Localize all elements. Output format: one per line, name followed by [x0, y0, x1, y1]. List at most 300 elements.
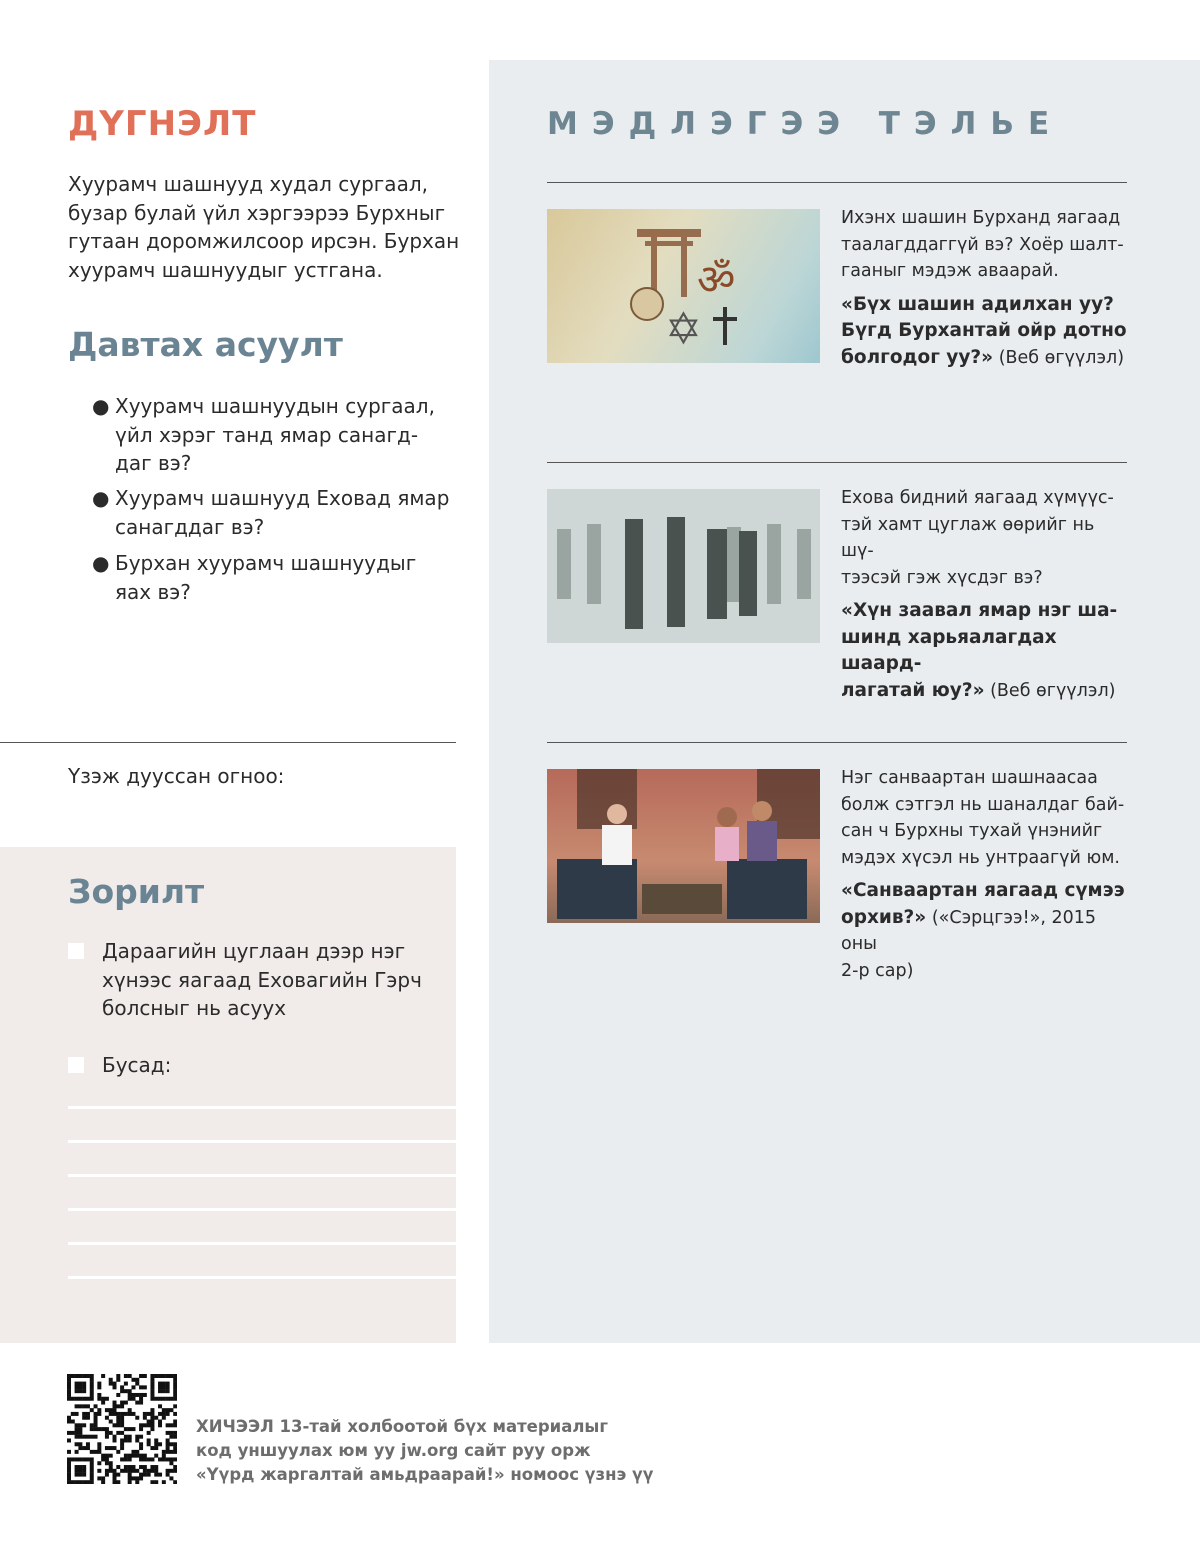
- qr-module: [116, 1480, 120, 1484]
- qr-module: [135, 1454, 139, 1458]
- qr-module: [116, 1431, 120, 1435]
- qr-module: [154, 1465, 158, 1469]
- intro-line: тэй хамт цуглаж өөрийг нь шү-: [841, 514, 1095, 561]
- qr-module: [150, 1412, 154, 1416]
- qr-module: [97, 1469, 101, 1473]
- qr-module: [109, 1382, 113, 1386]
- article-source: (Веб өгүүлэл): [984, 680, 1116, 701]
- qr-module: [90, 1465, 94, 1469]
- goal-line: хүнээс яагаад Еховагийн Гэрч: [102, 967, 422, 992]
- qr-module: [150, 1397, 154, 1401]
- intro-line: Ехова бидний яагаад хүмүүс-: [841, 488, 1114, 508]
- qr-module: [67, 1389, 71, 1393]
- article-title[interactable]: орхив?»: [841, 906, 927, 928]
- qr-module: [82, 1374, 86, 1378]
- qr-module: [173, 1420, 177, 1424]
- qr-code-icon[interactable]: [67, 1374, 177, 1484]
- qr-module: [116, 1465, 120, 1469]
- qr-module: [105, 1397, 109, 1401]
- write-line[interactable]: [68, 1174, 456, 1177]
- qr-module: [101, 1397, 105, 1401]
- goal-option: [102, 937, 422, 1023]
- qr-module: [139, 1457, 143, 1461]
- qr-module: [158, 1385, 162, 1389]
- qr-module: [97, 1393, 101, 1397]
- qr-module: [147, 1438, 151, 1442]
- qr-module: [154, 1480, 158, 1484]
- intro-line: тээсэй гэж хүсдэг вэ?: [841, 567, 1043, 588]
- summary-line: гутаан доромжилсоор ирсэн. Бурхан: [68, 229, 460, 253]
- qr-module: [154, 1397, 158, 1401]
- qr-module: [86, 1457, 90, 1461]
- goal-other-label: Бусад:: [102, 1053, 172, 1077]
- qr-module: [67, 1385, 71, 1389]
- article-source: 2-р сар): [841, 960, 914, 981]
- qr-module: [90, 1408, 94, 1412]
- qr-module: [105, 1454, 109, 1458]
- qr-module: [154, 1438, 158, 1442]
- qr-module: [150, 1389, 154, 1393]
- qr-module: [75, 1385, 79, 1389]
- qr-module: [154, 1473, 158, 1477]
- qr-module: [67, 1431, 71, 1435]
- article-title[interactable]: «Санваартан яагаад сүмээ: [841, 880, 1125, 901]
- qr-module: [124, 1454, 128, 1458]
- qr-module: [116, 1412, 120, 1416]
- qr-module: [67, 1416, 71, 1420]
- qr-module: [109, 1461, 113, 1465]
- qr-module: [105, 1416, 109, 1420]
- religious-symbols-image[interactable]: [547, 209, 820, 363]
- qr-module: [97, 1461, 101, 1465]
- qr-module: [166, 1469, 170, 1473]
- divider: [547, 182, 1127, 183]
- intro-line: мэдэх хүсэл нь унтраагүй юм.: [841, 847, 1120, 868]
- qr-module: [82, 1412, 86, 1416]
- intro-line: Ихэнх шашин Бурханд яагаад: [841, 208, 1121, 228]
- qr-module: [158, 1397, 162, 1401]
- qr-module: [86, 1412, 90, 1416]
- write-line[interactable]: [68, 1140, 456, 1143]
- qr-module: [143, 1454, 147, 1458]
- qr-module: [143, 1465, 147, 1469]
- qr-module: [78, 1389, 82, 1393]
- conversation-patio-image[interactable]: [547, 769, 820, 923]
- summary-line: бузар булай үйл хэргээрээ Бурхныг: [68, 200, 446, 225]
- article-title[interactable]: «Бүх шашин адилхан уу?: [841, 293, 1114, 315]
- qr-module: [169, 1435, 173, 1439]
- qr-module: [78, 1457, 82, 1461]
- qr-module: [109, 1465, 113, 1469]
- qr-module: [101, 1454, 105, 1458]
- qr-module: [147, 1457, 151, 1461]
- intro-line: Нэг санваартан шашнаасаа: [841, 768, 1098, 788]
- qr-module: [135, 1476, 139, 1480]
- qr-module: [154, 1374, 158, 1378]
- question-line: Хуурамч шашнууд Еховад ямар: [115, 486, 450, 510]
- qr-module: [120, 1457, 124, 1461]
- qr-module: [166, 1408, 170, 1412]
- qr-module: [139, 1465, 143, 1469]
- qr-module: [128, 1374, 132, 1378]
- qr-module: [82, 1416, 86, 1420]
- qr-module: [113, 1412, 117, 1416]
- qr-module: [139, 1374, 143, 1378]
- qr-module: [75, 1442, 79, 1446]
- qr-module: [90, 1450, 94, 1454]
- qr-module: [120, 1412, 124, 1416]
- article-title[interactable]: Бүгд Бурхантай ойр дотно: [841, 320, 1127, 341]
- qr-module: [109, 1412, 113, 1416]
- qr-module: [97, 1412, 101, 1416]
- qr-module: [173, 1393, 177, 1397]
- write-line[interactable]: [68, 1242, 456, 1245]
- footer-line: ХИЧЭЭЛ 13-тай холбоотой бүх материалыг: [196, 1417, 608, 1436]
- qr-module: [143, 1374, 147, 1378]
- qr-module: [67, 1378, 71, 1382]
- qr-module: [90, 1461, 94, 1465]
- qr-module: [150, 1393, 154, 1397]
- qr-module: [75, 1382, 79, 1386]
- qr-module: [90, 1469, 94, 1473]
- explore-item: [841, 765, 1131, 984]
- qr-module: [162, 1450, 166, 1454]
- qr-module: [139, 1401, 143, 1405]
- qr-module: [169, 1450, 173, 1454]
- qr-module: [105, 1469, 109, 1473]
- qr-module: [173, 1382, 177, 1386]
- qr-module: [67, 1397, 71, 1401]
- qr-module: [94, 1427, 98, 1431]
- qr-module: [113, 1423, 117, 1427]
- qr-module: [158, 1442, 162, 1446]
- qr-module: [75, 1412, 79, 1416]
- summary-text: [68, 170, 459, 284]
- qr-module: [97, 1385, 101, 1389]
- qr-module: [135, 1480, 139, 1484]
- qr-module: [169, 1397, 173, 1401]
- qr-module: [128, 1438, 132, 1442]
- qr-module: [128, 1476, 132, 1480]
- qr-module: [147, 1442, 151, 1446]
- qr-module: [158, 1374, 162, 1378]
- explore-item: [841, 205, 1131, 371]
- qr-module: [75, 1423, 79, 1427]
- qr-module: [169, 1476, 173, 1480]
- qr-module: [150, 1480, 154, 1484]
- qr-module: [139, 1446, 143, 1450]
- qr-module: [154, 1469, 158, 1473]
- qr-module: [101, 1457, 105, 1461]
- qr-module: [166, 1442, 170, 1446]
- qr-module: [75, 1404, 79, 1408]
- qr-module: [113, 1480, 117, 1484]
- question-line: яах вэ?: [115, 579, 191, 604]
- qr-module: [109, 1469, 113, 1473]
- qr-module: [135, 1401, 139, 1405]
- qr-module: [131, 1476, 135, 1480]
- qr-module: [71, 1374, 75, 1378]
- qr-module: [120, 1404, 124, 1408]
- qr-module: [139, 1427, 143, 1431]
- qr-module: [120, 1469, 124, 1473]
- qr-module: [147, 1469, 151, 1473]
- qr-module: [113, 1469, 117, 1473]
- qr-module: [120, 1446, 124, 1450]
- qr-module: [135, 1469, 139, 1473]
- qr-module: [67, 1450, 71, 1454]
- qr-module: [82, 1389, 86, 1393]
- qr-module: [128, 1412, 132, 1416]
- qr-module: [162, 1457, 166, 1461]
- qr-module: [75, 1374, 79, 1378]
- qr-module: [150, 1469, 154, 1473]
- review-question: ● Бурхан хуурамч шашнуудыг яах вэ?: [92, 549, 416, 606]
- qr-module: [120, 1420, 124, 1424]
- qr-module: [120, 1431, 124, 1435]
- qr-module: [166, 1382, 170, 1386]
- qr-module: [158, 1389, 162, 1393]
- qr-module: [97, 1442, 101, 1446]
- qr-module: [90, 1397, 94, 1401]
- qr-module: [78, 1469, 82, 1473]
- qr-module: [113, 1401, 117, 1405]
- qr-module: [166, 1385, 170, 1389]
- qr-module: [67, 1480, 71, 1484]
- qr-module: [147, 1423, 151, 1427]
- qr-module: [162, 1480, 166, 1484]
- qr-module: [90, 1389, 94, 1393]
- qr-module: [131, 1427, 135, 1431]
- summary-line: Хуурамч шашнууд худал сургаал,: [68, 172, 428, 196]
- qr-module: [67, 1461, 71, 1465]
- intro-line: сан ч Бурхны тухай үнэнийг: [841, 821, 1103, 841]
- qr-module: [135, 1382, 139, 1386]
- qr-module: [158, 1404, 162, 1408]
- qr-module: [158, 1423, 162, 1427]
- qr-module: [166, 1397, 170, 1401]
- qr-module: [139, 1435, 143, 1439]
- qr-module: [166, 1450, 170, 1454]
- qr-module: [158, 1420, 162, 1424]
- qr-module: [166, 1446, 170, 1450]
- qr-module: [78, 1480, 82, 1484]
- qr-module: [75, 1480, 79, 1484]
- qr-module: [113, 1408, 117, 1412]
- question-line: Бурхан хуурамч шашнуудыг: [115, 551, 417, 575]
- qr-module: [75, 1457, 79, 1461]
- goal-checkbox[interactable]: [68, 943, 84, 959]
- article-title[interactable]: болгодог уу?»: [841, 346, 994, 368]
- qr-module: [113, 1476, 117, 1480]
- qr-module: [82, 1423, 86, 1427]
- article-title[interactable]: «Хүн заавал ямар нэг ша-: [841, 600, 1118, 621]
- qr-module: [78, 1473, 82, 1477]
- article-source: («Сэрцгээ!», 2015 оны: [841, 907, 1096, 954]
- qr-module: [139, 1397, 143, 1401]
- qr-module: [67, 1438, 71, 1442]
- qr-module: [166, 1431, 170, 1435]
- qr-module: [94, 1435, 98, 1439]
- qr-module: [94, 1420, 98, 1424]
- qr-module: [67, 1469, 71, 1473]
- qr-module: [67, 1420, 71, 1424]
- qr-module: [82, 1385, 86, 1389]
- qr-module: [67, 1465, 71, 1469]
- qr-module: [124, 1457, 128, 1461]
- qr-module: [97, 1382, 101, 1386]
- completed-date-label: Үзэж дууссан огноо:: [68, 764, 285, 788]
- qr-module: [139, 1476, 143, 1480]
- qr-module: [120, 1385, 124, 1389]
- write-line[interactable]: [68, 1276, 456, 1279]
- intro-line: таалагддаггүй вэ? Хоёр шалт-: [841, 234, 1124, 255]
- qr-module: [67, 1476, 71, 1480]
- qr-module: [90, 1423, 94, 1427]
- qr-module: [71, 1480, 75, 1484]
- qr-module: [109, 1431, 113, 1435]
- goal-line: Дараагийн цуглаан дээр нэг: [102, 939, 406, 963]
- qr-module: [139, 1385, 143, 1389]
- qr-module: [75, 1450, 79, 1454]
- qr-module: [143, 1393, 147, 1397]
- qr-module: [97, 1408, 101, 1412]
- congregation-meeting-image[interactable]: [547, 489, 820, 643]
- qr-module: [78, 1374, 82, 1378]
- summary-title: ДҮГНЭЛТ: [68, 104, 257, 144]
- qr-module: [113, 1446, 117, 1450]
- qr-module: [78, 1423, 82, 1427]
- article-title[interactable]: лагатай юу?»: [841, 679, 985, 701]
- qr-module: [82, 1473, 86, 1477]
- qr-module: [124, 1401, 128, 1405]
- qr-module: [120, 1401, 124, 1405]
- qr-module: [97, 1397, 101, 1401]
- question-line: Хуурамч шашнуудын сургаал,: [115, 394, 435, 418]
- qr-module: [71, 1457, 75, 1461]
- qr-module: [78, 1397, 82, 1401]
- qr-module: [109, 1454, 113, 1458]
- qr-module: [131, 1454, 135, 1458]
- qr-module: [82, 1465, 86, 1469]
- qr-module: [158, 1457, 162, 1461]
- explore-item: [841, 485, 1131, 704]
- qr-module: [90, 1480, 94, 1484]
- qr-module: [105, 1435, 109, 1439]
- qr-module: [154, 1446, 158, 1450]
- people-talking-icon: [547, 769, 820, 923]
- qr-module: [90, 1476, 94, 1480]
- qr-module: [173, 1431, 177, 1435]
- footer-text: [196, 1415, 654, 1487]
- qr-module: [173, 1465, 177, 1469]
- qr-module: [135, 1416, 139, 1420]
- divider: [547, 462, 1127, 463]
- qr-module: [131, 1469, 135, 1473]
- qr-module: [67, 1473, 71, 1477]
- qr-module: [97, 1427, 101, 1431]
- divider: [547, 742, 1127, 743]
- qr-module: [101, 1427, 105, 1431]
- qr-module: [128, 1427, 132, 1431]
- qr-module: [78, 1427, 82, 1431]
- qr-module: [173, 1389, 177, 1393]
- qr-module: [173, 1480, 177, 1484]
- qr-module: [143, 1416, 147, 1420]
- qr-module: [120, 1389, 124, 1393]
- qr-module: [166, 1473, 170, 1477]
- qr-module: [90, 1427, 94, 1431]
- write-line[interactable]: [68, 1208, 456, 1211]
- qr-module: [90, 1473, 94, 1477]
- qr-module: [90, 1378, 94, 1382]
- summary-line: хуурамч шашнуудыг устгана.: [68, 257, 383, 282]
- qr-module: [173, 1469, 177, 1473]
- qr-module: [173, 1446, 177, 1450]
- qr-module: [94, 1412, 98, 1416]
- qr-module: [158, 1473, 162, 1477]
- qr-module: [173, 1404, 177, 1408]
- qr-module: [150, 1382, 154, 1386]
- question-line: үйл хэрэг танд ямар санагд-: [115, 422, 419, 447]
- qr-module: [75, 1389, 79, 1393]
- qr-module: [78, 1431, 82, 1435]
- qr-module: [113, 1404, 117, 1408]
- qr-module: [135, 1435, 139, 1439]
- qr-module: [128, 1480, 132, 1484]
- qr-module: [150, 1457, 154, 1461]
- qr-module: [169, 1408, 173, 1412]
- qr-module: [131, 1465, 135, 1469]
- qr-module: [143, 1412, 147, 1416]
- divider: [0, 742, 456, 743]
- qr-module: [169, 1461, 173, 1465]
- qr-module: [166, 1374, 170, 1378]
- qr-module: [75, 1427, 79, 1431]
- write-line[interactable]: [68, 1106, 456, 1109]
- review-question: ● Хуурамч шашнуудын сургаал, үйл хэрэг танд ямар санагд- даг вэ?: [92, 392, 435, 478]
- qr-module: [124, 1438, 128, 1442]
- qr-module: [78, 1385, 82, 1389]
- qr-module: [135, 1450, 139, 1454]
- qr-module: [162, 1454, 166, 1458]
- article-title[interactable]: шинд харьяалагдах шаард-: [841, 626, 1057, 674]
- qr-module: [113, 1435, 117, 1439]
- qr-module: [113, 1438, 117, 1442]
- qr-module: [90, 1374, 94, 1378]
- qr-module: [82, 1435, 86, 1439]
- religious-symbols-icon: [547, 209, 820, 363]
- qr-module: [128, 1408, 132, 1412]
- qr-module: [113, 1382, 117, 1386]
- qr-module: [82, 1446, 86, 1450]
- goal-line: болсныг нь асуух: [102, 996, 287, 1020]
- other-checkbox[interactable]: [68, 1057, 84, 1073]
- people-silhouettes-icon: [547, 489, 820, 643]
- qr-module: [86, 1404, 90, 1408]
- qr-module: [120, 1423, 124, 1427]
- qr-module: [150, 1423, 154, 1427]
- qr-module: [109, 1408, 113, 1412]
- qr-module: [166, 1457, 170, 1461]
- qr-module: [120, 1442, 124, 1446]
- footer-line: код уншуулах юм уу jw.org сайт руу орж: [196, 1441, 591, 1460]
- qr-module: [82, 1404, 86, 1408]
- qr-module: [113, 1385, 117, 1389]
- qr-module: [116, 1393, 120, 1397]
- qr-module: [116, 1374, 120, 1378]
- qr-module: [82, 1382, 86, 1386]
